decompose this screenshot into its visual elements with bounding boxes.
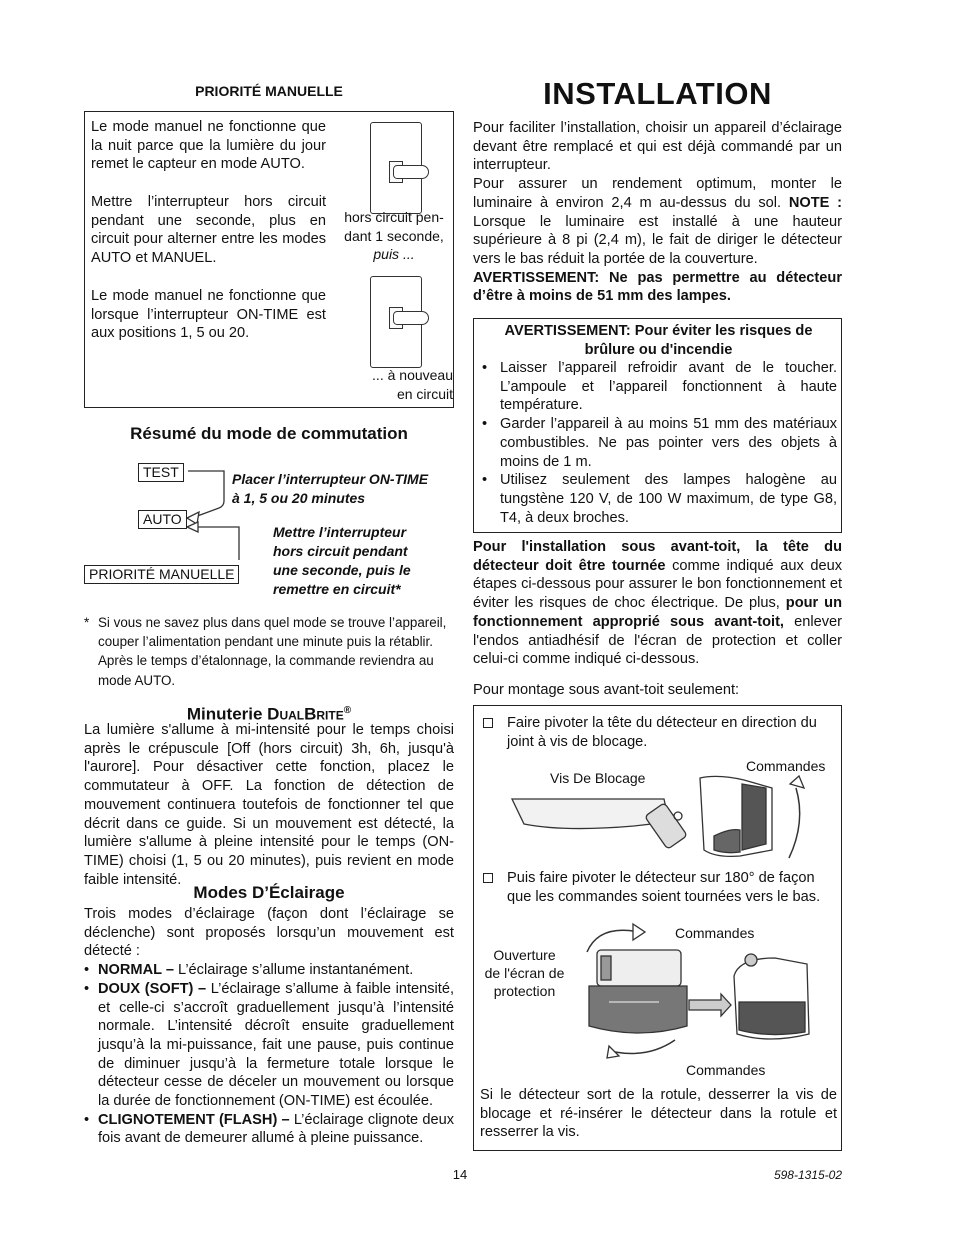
warning-title: AVERTISSEMENT: Pour éviter les risques de brûlure ou d'incendie (504, 323, 813, 358)
priorite-paragraph-1: Le mode manuel ne fonctionne que la nuit parce que la lumière du jour remet le capteur en mode AUTO. (91, 119, 326, 173)
installation-paragraph-1: Pour faciliter l’installation, choisir un appareil d’éclairage devant être remplacé et qui est déjà commandé par un interrupteur. (473, 120, 842, 174)
page-number: 14 (452, 1167, 468, 1182)
step-1: Faire pivoter la tête du détecteur en direction du joint à vis de blocage. (480, 714, 837, 751)
checkbox-icon (483, 718, 493, 728)
mode-soft-item: • DOUX (SOFT) – L’éclairage s’allume à faible intensité, et celle-ci s’accroît graduellement jusqu’à l’intensité normale. L’intensité décroît ensuite graduellement jusqu’à la mi-puissance, fait une pause, puis continue de diminuer jusqu’à la fermeture totale lorsque le détecteur cesse de déceler un mouvement ou lorsque la durée de fonctionnement (ON-TIME) est écoulée. (84, 980, 454, 1111)
mode-auto-box: AUTO (138, 510, 187, 529)
modes-title: Modes D’Éclairage (193, 883, 345, 902)
priorite-paragraph-3: Le mode manuel ne fonctionne que lorsque l’interrupteur ON-TIME est aux positions 1, 5 ou 20. (91, 288, 326, 342)
mode-note-ontime: Placer l’interrupteur ON-TIME à 1, 5 ou 20 minutes (232, 471, 429, 506)
installation-paragraph-2: Pour assurer un rendement optimum, monter le luminaire à environ 2,4 m au-dessus du sol. NOTE : Lorsque le luminaire est installé à une hauteur supérieure à 8 pi (2,4 m), le fait de diriger le détecteur vers le bas réduit la portée de la couverture. (473, 176, 842, 267)
warning-item: • Utilisez seulement des lampes halogène au tungstène 120 V, de 100 W maximum, de type G8, T4, à deux broches. (480, 471, 837, 527)
soffit-steps-box (473, 705, 842, 1151)
detector-reinsert-text: Si le détecteur sort de la rotule, desserrer la vis de blocage et ré-insérer le détecteur dans la rotule et resserrer la vis. (480, 1087, 837, 1141)
document-code: 598-1315-02 (773, 1168, 842, 1182)
resume-mode-title: Résumé du mode de commutation (130, 424, 408, 443)
warning-item: • Garder l’appareil à au moins 51 mm des matériaux combustibles. Ne pas pointer vers des objets à moins de 1 m. (480, 415, 837, 471)
shield-opening-label: Ouverture de l'écran de protection (484, 947, 565, 999)
arrow-manual-to-auto (192, 527, 239, 560)
lock-screw-label: Vis De Blocage (550, 770, 646, 786)
modes-content (84, 905, 454, 1148)
mode-manual-box: PRIORITÉ MANUELLE (84, 565, 239, 584)
soffit-instructions: Pour l'installation sous avant-toit, la tête du détecteur doit être tournée comme indiqué aux deux étapes ci-dessous pour assurer le bon fonctionnement et éviter les risques de choc électrique. De plus, pour un fonctionnement approprié sous avant-toit, enlever l'endos antiadhésif de l'écran de protection et coller celui-ci comme indiqué ci-dessous. (473, 539, 842, 668)
priorite-manuelle-title: PRIORITÉ MANUELLE (195, 83, 343, 99)
warning-item: • Laisser l’appareil refroidir avant de le toucher. L’ampoule et l’appareil fonctionnent à haute température. (480, 359, 837, 415)
modes-intro: Trois modes d’éclairage (façon dont l’éclairage se déclenche) sont proposés lorsqu’un mouvement est détecté : (84, 906, 454, 960)
warning-list (480, 359, 837, 527)
minuterie-title: Minuterie DUALBRITE® (186, 704, 352, 724)
mode-note-switch: Mettre l’interrupteur hors circuit pendant une seconde, puis le remettre en circuit* (273, 524, 411, 597)
controls-label-1: Commandes (746, 758, 826, 774)
priorite-paragraph-2: Mettre l’interrupteur hors circuit pendant une seconde, plus en circuit pour alterner entre les modes AUTO et MANUEL. (91, 194, 326, 267)
mode-flash-item: • CLIGNOTEMENT (FLASH) – L’éclairage clignote deux fois avant de demeurer allumé à pleine puissance. (84, 1111, 454, 1148)
controls-label-2: Commandes (675, 925, 755, 941)
priorite-manuelle-box (84, 111, 454, 408)
installation-title: INSTALLATION (543, 76, 772, 111)
mode-normal-item: • NORMAL – L’éclairage s’allume instantanément. (84, 961, 454, 980)
checkbox-icon (483, 873, 493, 883)
controls-label-3: Commandes (686, 1062, 766, 1078)
minuterie-text: La lumière s'allume à mi-intensité pour le temps choisi après le crépuscule [Off (hors circuit) 3h, 6h, jusqu'à l'aurore]. Pour désactiver cette fonction, placez le commutateur à OFF. La fonction de détection de mouvement continuera toutefois de fonctionner tel que décrit dans ce guide. Si un mouvement est détecté, la lumière s'allume à pleine intensité pour le temps (ON-TIME) choisi (1, 5 ou 20 minutes), puis revient en mode faible intensité. (84, 722, 454, 888)
switch-caption-on: ... à nouveau en circuit (372, 367, 453, 402)
installation-text (473, 119, 842, 306)
step-2: Puis faire pivoter le détecteur sur 180° de façon que les commandes soient tournées vers le bas. (480, 869, 837, 906)
arrow-test-to-auto (188, 471, 224, 518)
wall-switch-off-icon (370, 122, 422, 214)
soffit-only-label: Pour montage sous avant-toit seulement: (473, 682, 740, 698)
installation-warning: AVERTISSEMENT: Ne pas permettre au détecteur d’être à moins de 51 mm des lampes. (473, 269, 842, 305)
mode-test-box: TEST (138, 463, 184, 482)
wall-switch-on-icon (370, 276, 422, 368)
burn-fire-warning-box (473, 318, 842, 533)
switch-caption-off: hors circuit pen- dant 1 seconde, puis ... (344, 209, 444, 263)
reset-footnote: * Si vous ne savez plus dans quel mode se trouve l’appareil, couper l’alimentation pendant une minute puis la rétablir. Après le temps d’étalonnage, la commande reviendra au mode AUTO. (84, 615, 447, 688)
